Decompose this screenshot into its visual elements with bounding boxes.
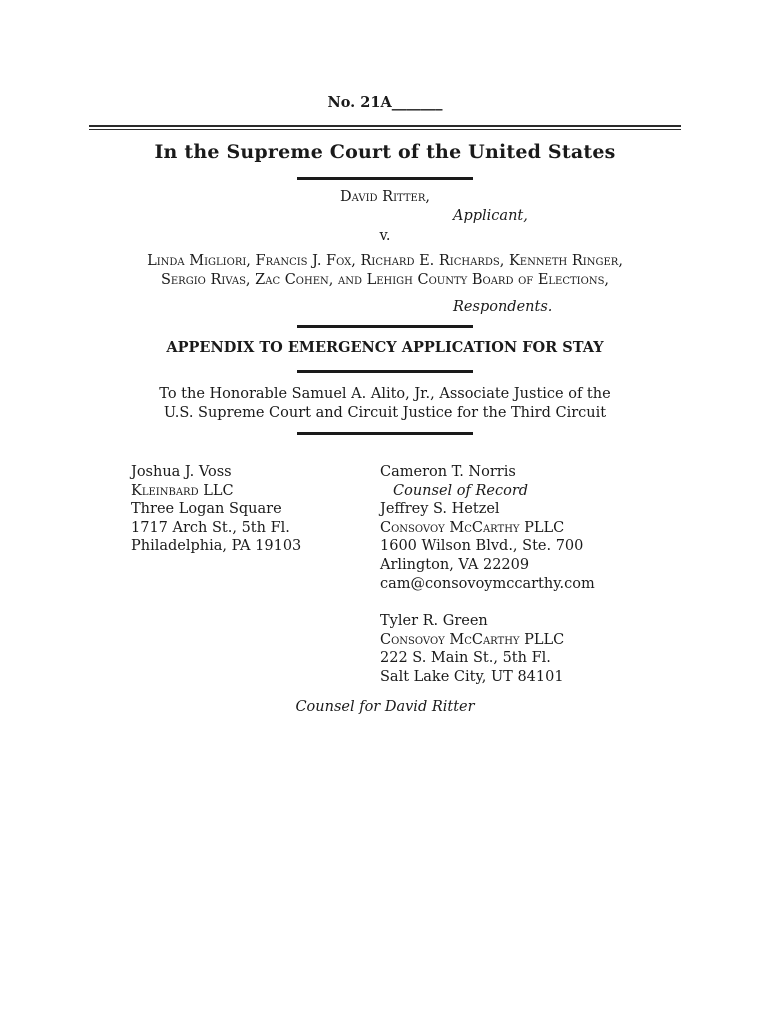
counsel-of-record-label: Counsel of Record [393,482,529,499]
header-rule [89,125,681,127]
counsel-name: Cameron T. Norris [380,464,516,480]
counsel-name: Tyler R. Green [380,613,488,629]
docket-number: No. 21A_______ [327,94,443,111]
respondents-line-1: Linda Migliori, Francis J. Fox, Richard E. Richards, Kenneth Ringer, [147,253,623,269]
counsel-firm: Consovoy McCarthy PLLC [380,631,565,648]
counsel-for-line: Counsel for David Ritter [295,699,475,715]
addressee-line-1: To the Honorable Samuel A. Alito, Jr., Associate Justice of the [159,386,611,402]
respondents-line-2: Sergio Rivas, Zac Cohen, and Lehigh County Board of Elections, [160,272,610,288]
separator-rule [297,177,473,180]
counsel-address: Three Logan Square [131,501,282,518]
counsel-address: 1717 Arch St., 5th Fl. [131,519,290,536]
respondents-role: Respondents. [453,299,553,315]
counsel-name: Joshua J. Voss [131,464,232,480]
document-heading: APPENDIX TO EMERGENCY APPLICATION FOR STAY [166,339,604,356]
counsel-address: Philadelphia, PA 19103 [131,538,302,555]
addressee-line-2: U.S. Supreme Court and Circuit Justice for the Third Circuit [163,405,607,421]
separator-rule [297,432,473,435]
versus: v. [379,228,391,244]
applicant-name: David Ritter, [340,189,430,205]
counsel-firm: Consovoy McCarthy PLLC [380,519,565,536]
counsel-address: 1600 Wilson Blvd., Ste. 700 [380,538,584,555]
counsel-email: cam@consovoymccarthy.com [380,575,595,592]
counsel-left-block [131,463,301,556]
counsel-name: Jeffrey S. Hetzel [380,501,500,518]
counsel-address: Arlington, VA 22209 [380,556,530,573]
counsel-address: Salt Lake City, UT 84101 [380,668,564,685]
counsel-right-block-2 [380,612,564,686]
separator-rule [297,325,473,328]
court-title: In the Supreme Court of the United States [154,141,616,163]
counsel-address: 222 S. Main St., 5th Fl. [380,650,551,667]
separator-rule [297,370,473,373]
applicant-role: Applicant, [453,208,528,224]
counsel-firm: Kleinbard LLC [131,482,234,499]
counsel-right-block [380,463,595,593]
header-rule-thin [89,129,681,130]
